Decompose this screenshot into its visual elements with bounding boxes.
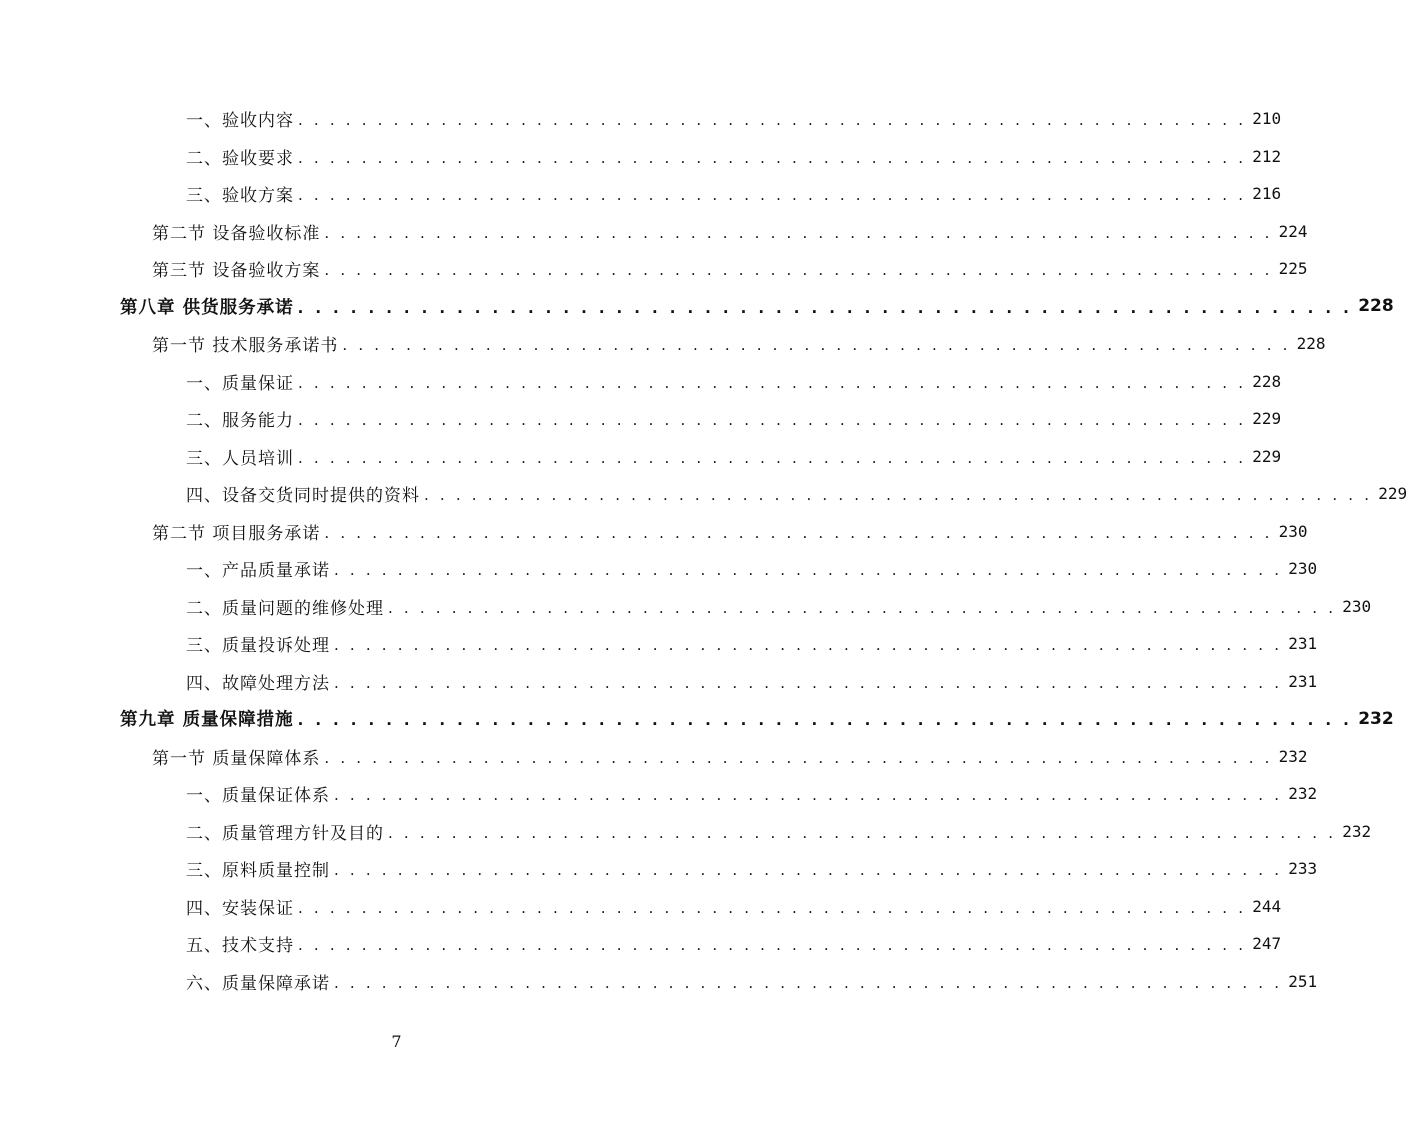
- toc-entry-page-number: 232: [1358, 708, 1394, 729]
- toc-subsection-entry[interactable]: [0, 100, 1282, 138]
- toc-entry-title: 第一节 技术服务承诺书: [152, 336, 339, 357]
- toc-section-entry[interactable]: [0, 513, 1308, 551]
- toc-dot-leader: . . . . . . . . . . . . . . . . . . . . . . . . . . . . . . . . . . . . . . . . . . . . . . . . . . . . . . . . . . . .: [298, 148, 1247, 167]
- toc-dot-leader: . . . . . . . . . . . . . . . . . . . . . . . . . . . . . . . . . . . . . . . . . . . . . . . . . . . . . . . . . . . .: [298, 111, 1247, 130]
- toc-chapter-entry[interactable]: [0, 700, 1394, 738]
- toc-entry-title: 二、服务能力: [186, 411, 294, 432]
- toc-entry-title: 四、设备交货同时提供的资料: [186, 486, 420, 507]
- toc-entry-title: 三、人员培训: [186, 448, 294, 469]
- toc-subsection-entry[interactable]: [0, 438, 1282, 476]
- toc-entry-title: 六、质量保障承诺: [186, 973, 330, 994]
- toc-entry-page-number: 210: [1252, 109, 1282, 129]
- toc-subsection-entry[interactable]: [0, 588, 1372, 626]
- toc-dot-leader: . . . . . . . . . . . . . . . . . . . . . . . . . . . . . . . . . . . . . . . . . . . . . . . . . . . . . . . . . . . .: [298, 898, 1247, 917]
- toc-entry-page-number: 224: [1278, 221, 1308, 241]
- toc-entry-page-number: 230: [1342, 596, 1372, 616]
- toc-entry-title: 三、验收方案: [186, 186, 294, 207]
- toc-dot-leader: . . . . . . . . . . . . . . . . . . . . . . . . . . . . . . . . . . . . . . . . . . . . . . . . . . . . . . . . . . . .: [324, 261, 1273, 280]
- toc-entry-page-number: 232: [1288, 784, 1318, 804]
- toc-entry-page-number: 212: [1252, 146, 1282, 166]
- toc-entry-title: 二、质量问题的维修处理: [186, 598, 384, 619]
- toc-entry-title: 第八章 供货服务承诺: [120, 297, 294, 318]
- toc-entry-title: 一、质量保证体系: [186, 786, 330, 807]
- toc-entry-title: 一、产品质量承诺: [186, 561, 330, 582]
- toc-dot-leader: . . . . . . . . . . . . . . . . . . . . . . . . . . . . . . . . . . . . . . . . . . . . . . . . . . . . . . . . . . . .: [388, 598, 1337, 617]
- toc-dot-leader: . . . . . . . . . . . . . . . . . . . . . . . . . . . . . . . . . . . . . . . . . . . . . . . . . . . . . . . . . . . .: [298, 186, 1247, 205]
- toc-entry-title: 一、质量保证: [186, 373, 294, 394]
- toc-subsection-entry[interactable]: [0, 550, 1318, 588]
- toc-entry-page-number: 232: [1342, 821, 1372, 841]
- toc-dot-leader: . . . . . . . . . . . . . . . . . . . . . . . . . . . . . . . . . . . . . . . . . . . . . . . . . . . . . . . . . . . .: [334, 636, 1283, 655]
- toc-entry-title: 四、安装保证: [186, 898, 294, 919]
- toc-dot-leader: . . . . . . . . . . . . . . . . . . . . . . . . . . . . . . . . . . . . . . . . . . . . . . . . . . . . . . . . . . . .: [298, 936, 1247, 955]
- toc-dot-leader: . . . . . . . . . . . . . . . . . . . . . . . . . . . . . . . . . . . . . . . . . . . . . . . . . . . . . . . . . . . .: [388, 823, 1337, 842]
- toc-entry-title: 第三节 设备验收方案: [152, 261, 321, 282]
- table-of-contents: [0, 100, 1407, 1000]
- toc-dot-leader: . . . . . . . . . . . . . . . . . . . . . . . . . . . . . . . . . . . . . . . . . . . . . . . . . . . . . . . . . . . .: [297, 298, 1353, 317]
- toc-section-entry[interactable]: [0, 325, 1326, 363]
- toc-entry-title: 三、原料质量控制: [186, 861, 330, 882]
- toc-subsection-entry[interactable]: [0, 175, 1282, 213]
- page-number: 7: [391, 1032, 402, 1051]
- toc-entry-title: 二、质量管理方针及目的: [186, 823, 384, 844]
- toc-dot-leader: . . . . . . . . . . . . . . . . . . . . . . . . . . . . . . . . . . . . . . . . . . . . . . . . . . . . . . . . . . . .: [424, 486, 1373, 505]
- toc-dot-leader: . . . . . . . . . . . . . . . . . . . . . . . . . . . . . . . . . . . . . . . . . . . . . . . . . . . . . . . . . . . .: [334, 861, 1283, 880]
- toc-entry-title: 四、故障处理方法: [186, 673, 330, 694]
- toc-entry-page-number: 231: [1288, 634, 1318, 654]
- toc-subsection-entry[interactable]: [0, 888, 1282, 926]
- toc-entry-page-number: 233: [1288, 859, 1318, 879]
- toc-dot-leader: . . . . . . . . . . . . . . . . . . . . . . . . . . . . . . . . . . . . . . . . . . . . . . . . . . . . . . . . . . . .: [324, 748, 1273, 767]
- toc-entry-page-number: 247: [1252, 934, 1282, 954]
- toc-entry-title: 第二节 设备验收标准: [152, 223, 321, 244]
- toc-dot-leader: . . . . . . . . . . . . . . . . . . . . . . . . . . . . . . . . . . . . . . . . . . . . . . . . . . . . . . . . . . . .: [342, 336, 1291, 355]
- toc-entry-title: 第九章 质量保障措施: [120, 710, 294, 731]
- toc-entry-page-number: 216: [1252, 184, 1282, 204]
- toc-entry-title: 第二节 项目服务承诺: [152, 523, 321, 544]
- toc-entry-page-number: 251: [1288, 971, 1318, 991]
- toc-entry-page-number: 228: [1252, 371, 1282, 391]
- toc-dot-leader: . . . . . . . . . . . . . . . . . . . . . . . . . . . . . . . . . . . . . . . . . . . . . . . . . . . . . . . . . . . .: [334, 561, 1283, 580]
- toc-dot-leader: . . . . . . . . . . . . . . . . . . . . . . . . . . . . . . . . . . . . . . . . . . . . . . . . . . . . . . . . . . . .: [298, 373, 1247, 392]
- toc-entry-page-number: 231: [1288, 671, 1318, 691]
- toc-subsection-entry[interactable]: [0, 138, 1282, 176]
- toc-subsection-entry[interactable]: [0, 663, 1318, 701]
- toc-entry-title: 二、验收要求: [186, 148, 294, 169]
- toc-entry-page-number: 244: [1252, 896, 1282, 916]
- toc-entry-page-number: 229: [1252, 409, 1282, 429]
- toc-dot-leader: . . . . . . . . . . . . . . . . . . . . . . . . . . . . . . . . . . . . . . . . . . . . . . . . . . . . . . . . . . . .: [298, 411, 1247, 430]
- toc-dot-leader: . . . . . . . . . . . . . . . . . . . . . . . . . . . . . . . . . . . . . . . . . . . . . . . . . . . . . . . . . . . .: [334, 673, 1283, 692]
- toc-subsection-entry[interactable]: [0, 925, 1282, 963]
- toc-subsection-entry[interactable]: [0, 400, 1282, 438]
- toc-dot-leader: . . . . . . . . . . . . . . . . . . . . . . . . . . . . . . . . . . . . . . . . . . . . . . . . . . . . . . . . . . . .: [334, 786, 1283, 805]
- toc-list: [0, 100, 1407, 1000]
- toc-dot-leader: . . . . . . . . . . . . . . . . . . . . . . . . . . . . . . . . . . . . . . . . . . . . . . . . . . . . . . . . . . . .: [334, 973, 1283, 992]
- toc-chapter-entry[interactable]: [0, 288, 1394, 326]
- toc-section-entry[interactable]: [0, 738, 1308, 776]
- toc-dot-leader: . . . . . . . . . . . . . . . . . . . . . . . . . . . . . . . . . . . . . . . . . . . . . . . . . . . . . . . . . . . .: [324, 523, 1273, 542]
- toc-subsection-entry[interactable]: [0, 775, 1318, 813]
- toc-section-entry[interactable]: [0, 213, 1308, 251]
- toc-entry-title: 第一节 质量保障体系: [152, 748, 321, 769]
- toc-entry-title: 三、质量投诉处理: [186, 636, 330, 657]
- toc-entry-page-number: 228: [1296, 334, 1326, 354]
- toc-entry-title: 五、技术支持: [186, 936, 294, 957]
- toc-section-entry[interactable]: [0, 250, 1308, 288]
- toc-entry-page-number: 229: [1378, 484, 1407, 504]
- toc-subsection-entry[interactable]: [0, 850, 1318, 888]
- toc-subsection-entry[interactable]: [0, 813, 1372, 851]
- toc-subsection-entry[interactable]: [0, 963, 1318, 1001]
- toc-entry-page-number: 230: [1288, 559, 1318, 579]
- toc-entry-page-number: 230: [1278, 521, 1308, 541]
- toc-entry-page-number: 228: [1358, 296, 1394, 317]
- toc-dot-leader: . . . . . . . . . . . . . . . . . . . . . . . . . . . . . . . . . . . . . . . . . . . . . . . . . . . . . . . . . . . .: [324, 223, 1273, 242]
- toc-subsection-entry[interactable]: [0, 363, 1282, 401]
- toc-entry-page-number: 225: [1278, 259, 1308, 279]
- toc-dot-leader: . . . . . . . . . . . . . . . . . . . . . . . . . . . . . . . . . . . . . . . . . . . . . . . . . . . . . . . . . . . .: [298, 448, 1247, 467]
- toc-subsection-entry[interactable]: [0, 475, 1407, 513]
- toc-entry-page-number: 229: [1252, 446, 1282, 466]
- toc-subsection-entry[interactable]: [0, 625, 1318, 663]
- toc-entry-page-number: 232: [1278, 746, 1308, 766]
- toc-entry-title: 一、验收内容: [186, 111, 294, 132]
- toc-dot-leader: . . . . . . . . . . . . . . . . . . . . . . . . . . . . . . . . . . . . . . . . . . . . . . . . . . . . . . . . . . . .: [297, 711, 1353, 730]
